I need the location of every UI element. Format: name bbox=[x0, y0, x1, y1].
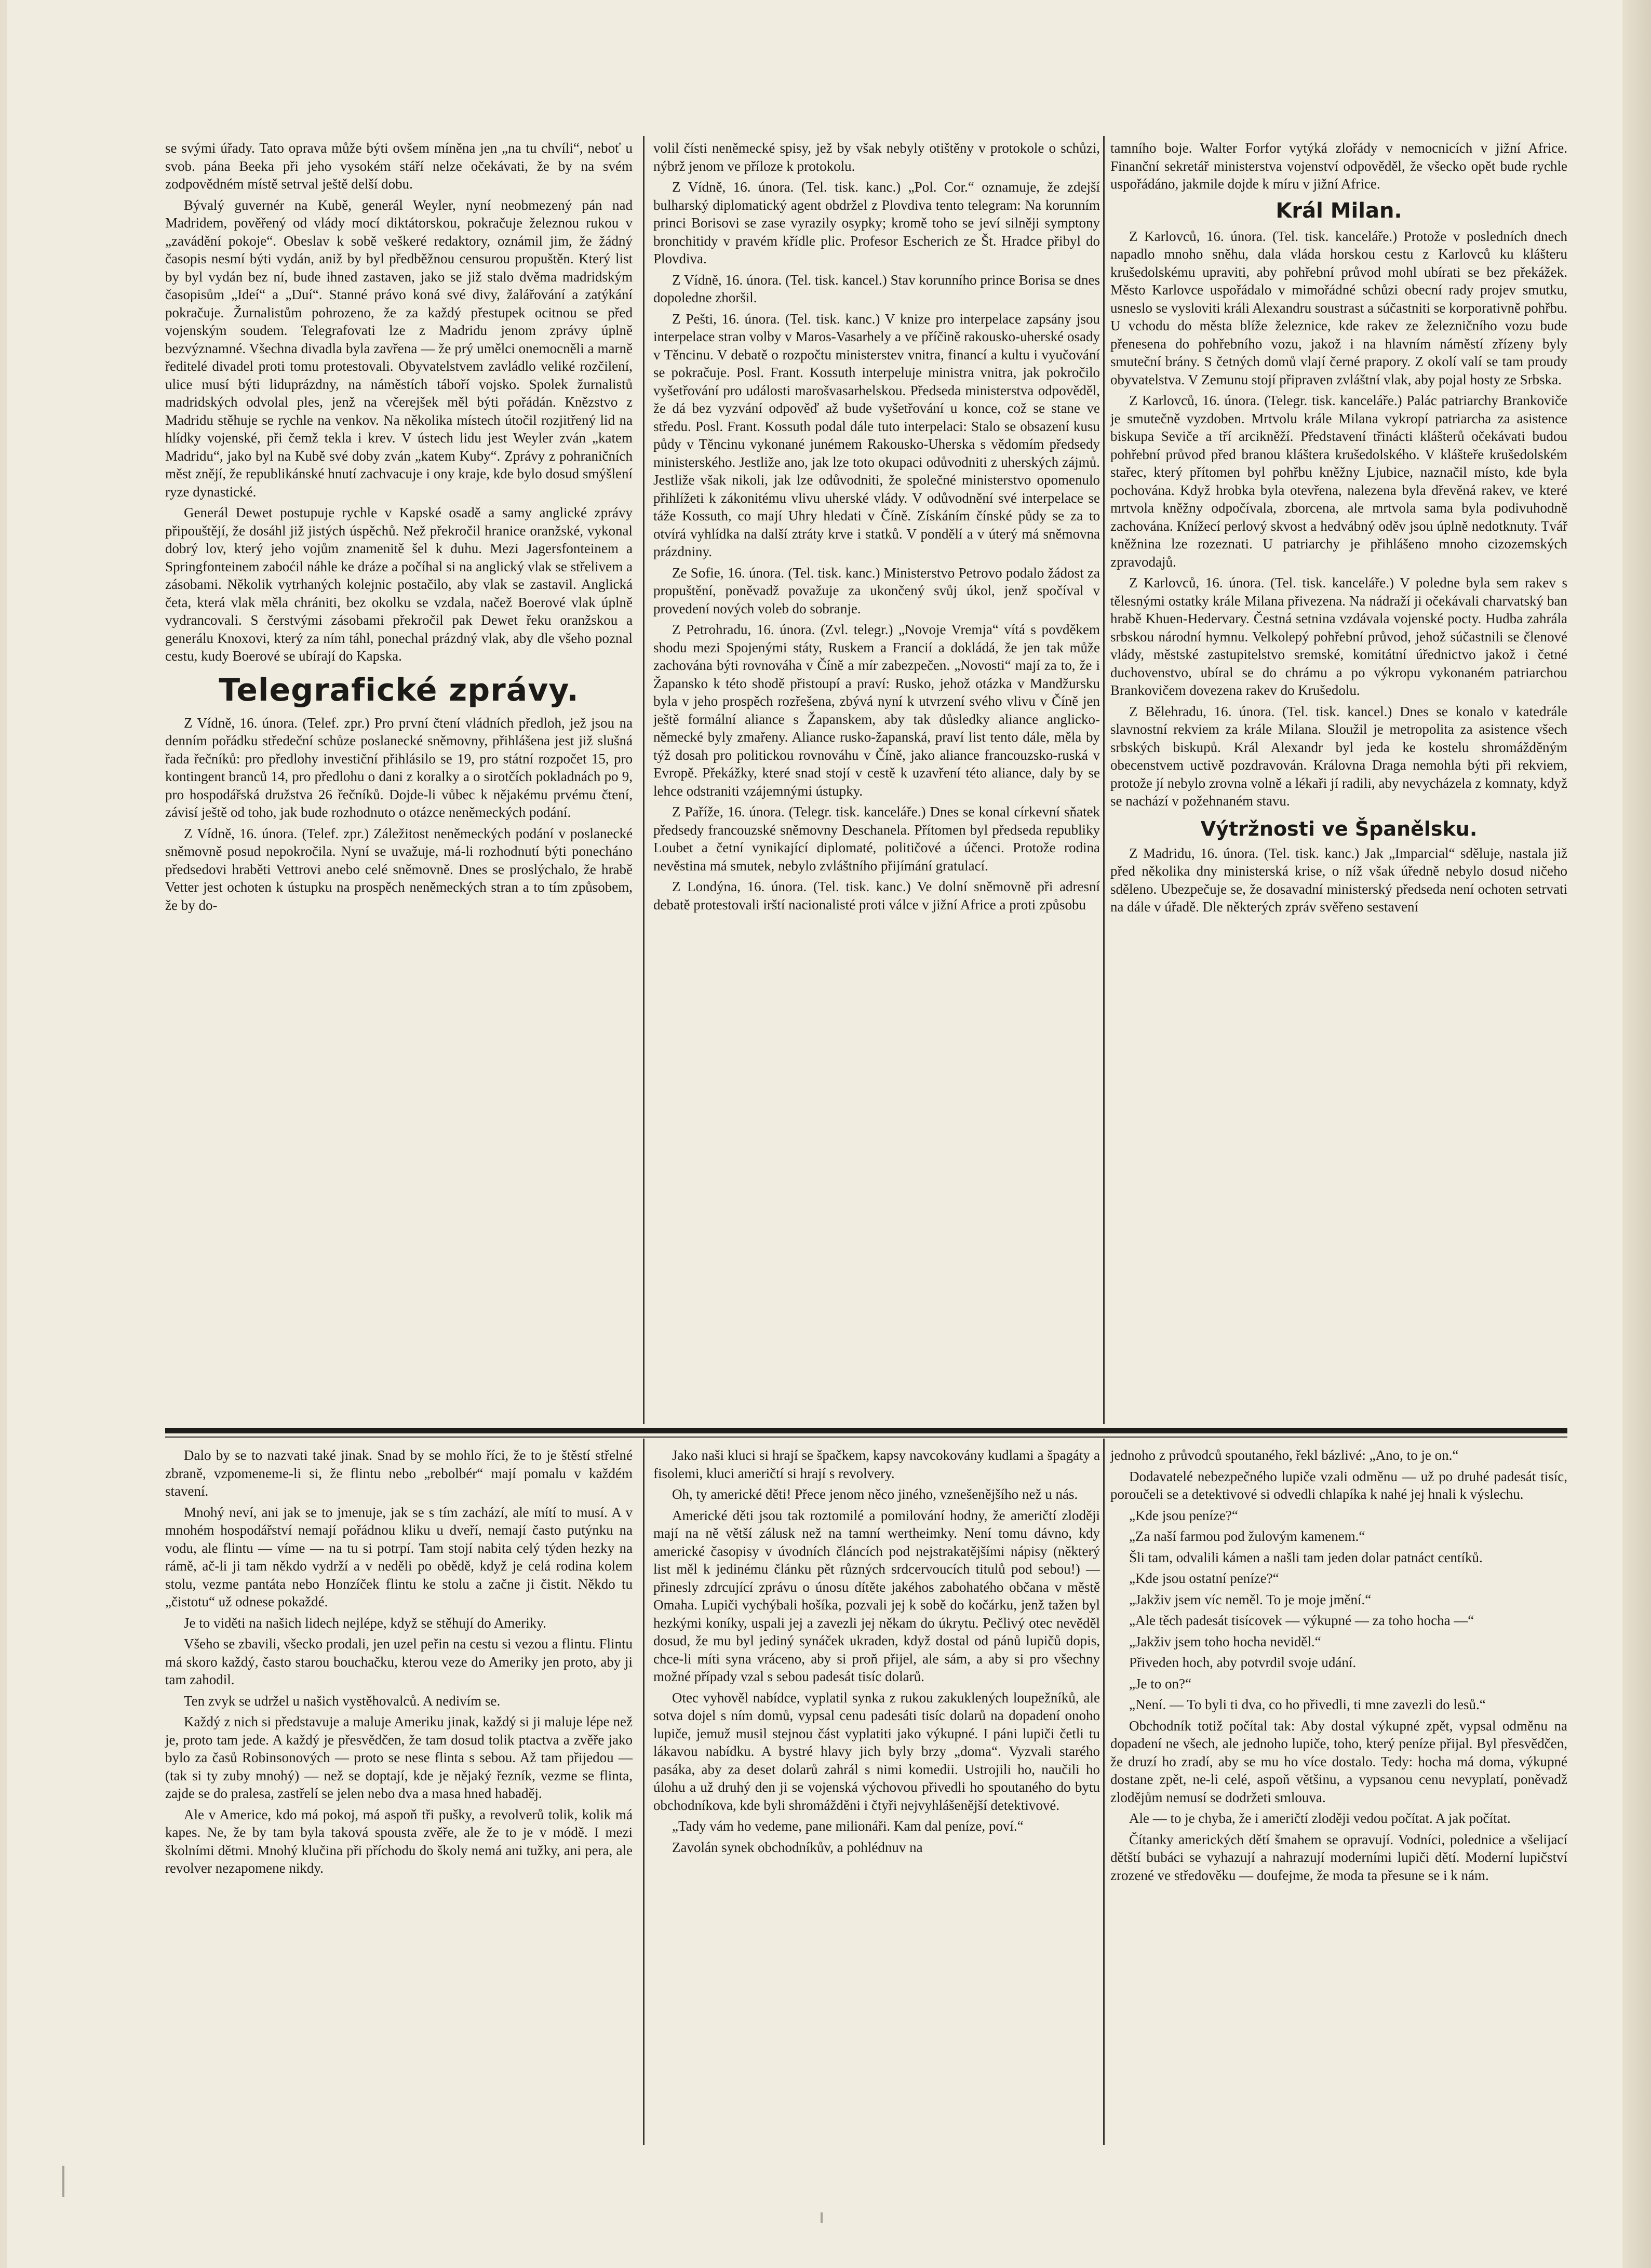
column-divider-2-lower bbox=[1103, 1439, 1105, 2145]
paragraph: Přiveden hoch, aby potvrdil svoje udání. bbox=[1129, 1655, 1357, 1670]
paragraph: Americké děti jsou tak roztomilé a pomilování hodny, že američtí zloději mají na ně větší zálusk než na tamní wertheimky. Není tomu dávno, kdy americké časopisy v úvodních článcích pod nejstrakatějšími nápisy (některý list měl k jedinému článku pět různých srdcervoucích titulů pod sebou!) — přinesly zdrcující zprávu o únosu dítěte jakéhos zabohatého občana v městě Omaha. Lupiči vychýbali hošíka, pozvali jej k sobě do kočárku, jenž tažen byl hezkými koníky, uspali jej a zavezli jej někam do úkrytu. Pečlivý otec nevěděl dosud, že mu byl jediný synáček ukraden, když dostal od pánů lupičů dopis, chce-li míti syna vráceno, aby si proň přijel, ale sám, a aby si pro všechny možné případy vzal s sebou padesát tisíc dolarů. bbox=[653, 1507, 1100, 1684]
paragraph: Ale — to je chyba, že i američtí zloději vedou počítat. A jak počítat. bbox=[1129, 1810, 1511, 1826]
paragraph: Čítanky amerických dětí šmahem se opravují. Vodníci, polednice a všelijací dětští bubáci se vyhazují a nahrazují moderními lupiči dětí. Moderní lupičství zrozené ve středověku — doufejme, že moda ta přesune se i k nám. bbox=[1110, 1831, 1567, 1883]
paragraph: Z Bělehradu, 16. února. (Tel. tisk. kancel.) Dnes se konalo v katedrále slavnostní rekviem za krále Milana. Sloužil je metropolita za asistence všech srbských biskupů. Král Alexandr byl jeda ke kostelu shromážděným obecenstvem uctivě pozdravován. Královna Draga nemohla býti při rekviem, protože jí nebylo zrovna volně a lékaři jí radili, aby nevycházela z komnaty, když se nachází v požehnaném stavu. bbox=[1110, 703, 1567, 809]
paragraph: „Ale těch padesát tisícovek — výkupné — za toho hocha —“ bbox=[1129, 1613, 1474, 1628]
paragraph: Z Karlovců, 16. února. (Tel. tisk. kanceláře.) V poledne byla sem rakev s tělesnými ostatky krále Milana přivezena. Na nádraží ji očekávali charvatský ban hrabě Khuen-Hedervary. Čestná setnina vzdávala vojenské pocty. Hudba zahrála srbskou národní hymnu. Velkolepý pohřební průvod, jehož súčastnili se členové vlády, městské zastupitelstvo sremské, komitátní úřednictvo jakož i četné duchovenstvo, ubíral se do chrámu a po výkropu vykonaném patriarchou Brankovičem dovezena rakev do Krušedolu. bbox=[1110, 575, 1567, 698]
column-1-upper bbox=[165, 139, 633, 917]
paragraph: „Za naší farmou pod žulovým kamenem.“ bbox=[1129, 1528, 1365, 1544]
heading-vytrznosti-ve-spanelsku: Výtržnosti ve Španělsku. bbox=[1200, 817, 1478, 840]
paragraph: Ale v Americe, kdo má pokoj, má aspoň tři pušky, a revolverů tolik, kolik má kapes. Ne, že by tam byla taková spousta zvěře, ale že to je v módě. I mezi školními dětmi. Mnohý klučina při příchodu do školy nemá ani tužky, ani pera, ale revolver nezapomene nikdy. bbox=[165, 1806, 633, 1876]
paragraph: Z Karlovců, 16. února. (Telegr. tisk. kanceláře.) Palác patriarchy Brankoviče je smutečně vyzdoben. Mrtvolu krále Milana vykropí patriarcha za asistence biskupa Seviče a tří arcikněží. Představení třinácti klášterů očekávati budou pohřební průvod před branou kláštera krušedolského. V klášteře krušedolském stařec, který přítomen byl pohřbu kněžny Ljubice, naznačil místo, kde byla pochována. Když hrobka byla otevřena, nalezena byla dřevěná rakev, ve které mrtvola kněžny odpočívala, zborcena, ale mrtvola sama byla podivuhodně zachována. Knížecí perlový skvost a hedvábný oděv jsou úplně nedotknuty. Tvář kněžnina lze rozeznati. U patriarchy je přihlášeno mnoho cizozemských zpravodajů. bbox=[1110, 393, 1567, 570]
paragraph: „Není. — To byli ti dva, co ho přivedli, ti mne zavezli do lesů.“ bbox=[1129, 1697, 1486, 1712]
paragraph: „Je to on?“ bbox=[1129, 1675, 1191, 1692]
paragraph: Generál Dewet postupuje rychle v Kapské osadě a samy anglické zprávy připouštějí, že dosáhl již jistých úspěchů. Než překročil hranice oranžské, vykonal dobrý lov, který jeho vojům znamenitě šel k duhu. Mezi Jagersfonteinem a Springfonteinem zaboćil náhle ke dráze a počíhal si na anglický vlak se střelivem a zásobami. Několik vytrhaných kolejnic postačilo, aby vlak se zastavil. Anglická četa, která vlak měla chrániti, bez okolku se vzdala, načež Boerové vlak úplně vydrancovali. S čerstvými zásobami překročil pak Dewet řeku oranžskou a generálu Knoxovi, který za ním táhl, ponechal prázdný vlak, aby dle všeho poznal cestu, kudy Boerové se ubírají do Kapska. bbox=[165, 505, 633, 664]
scan-right-edge bbox=[1622, 0, 1651, 2268]
paragraph: „Tady vám ho vedeme, pane milionáři. Kam dal peníze, poví.“ bbox=[672, 1818, 1024, 1834]
column-3-lower bbox=[1110, 1446, 1567, 1887]
paragraph: Všeho se zbavili, všecko prodali, jen uzel peřin na cestu si vezou a flintu. Flintu má skoro každý, často starou bouchačku, kterou veze do Ameriky jen proto, aby ji tam zahodil. bbox=[165, 1636, 633, 1687]
heading-telegraficke-zpravy: Telegrafické zprávy. bbox=[219, 672, 579, 708]
column-divider-1-upper bbox=[643, 136, 645, 1424]
paragraph: Mnohý neví, ani jak se to jmenuje, jak se s tím zachází, ale mítí to musí. A v mnohém hospodářství nemají pořádnou kliku u dveří, nemají často putýnku na vodu, ale flintu — víme — na tu si potrpí. Tam stojí nabita celý týden hezky na rámě, ač-li ji tam někdo vydrží a v neděli po obědě, když je celá rodina kolem stolu, vezme pantáta nebo Honzíček flintu ke stolu a začne ji čistit. Někdo tu „čistotu“ už odnese pokaždé. bbox=[165, 1504, 633, 1609]
paragraph: Z Vídně, 16. února. (Tel. tisk. kanc.) „Pol. Cor.“ oznamuje, že zdejší bulharský diplomatický agent obdržel z Plovdiva tento telegram: Na korunním princi Borisovi se zase vyrazily osypky; kromě toho se jeví silněji symptony bronchitidy v pravém křídle plic. Profesor Escherich ze Št. Hradce přibyl do Plovdiva. bbox=[653, 179, 1100, 266]
paragraph: Z Paříže, 16. února. (Telegr. tisk. kanceláře.) Dnes se konal církevní sňatek předsedy francouzské sněmovny Deschanela. Přítomen byl předseda republiky Loubet a četní vynikající diplomaté, političové a účenci. Protože rodina nevěstina má smutek, nebylo zvláštního přijímání gratulací. bbox=[653, 804, 1100, 874]
paragraph: Zavolán synek obchodníkův, a pohlédnuv na bbox=[672, 1839, 923, 1855]
paragraph: Z Petrohradu, 16. února. (Zvl. telegr.) „Novoje Vremja“ vítá s povděkem shodu mezi Spojenými státy, Ruskem a Francií a dokládá, že jen tak může zachována býti rovnováha v Číně a mír zabezpečen. „Novosti“ mají za to, že i Žapansko k této shodě přistoupí a praví: Rusko, jehož otázka v Mandžursku byla v jeho prospěch rozřešena, zbývá nyní k utvrzení svého vlivu v Číně jen ještě formální aliance s Žapanskem, aby tak důsledky aliance anglicko-německé byly zmařeny. Aliance rusko-žapanská, praví list tento dále, měla by týž dosah pro politickou rovnováhu v Číně, jako aliance francouzsko-ruská v Evropě. Překážky, které snad stojí v cestě k uzavření této aliance, daly by se lehce odstraniti vzájemnými ústupky. bbox=[653, 622, 1100, 799]
paragraph: Obchodník totiž počítal tak: Aby dostal výkupné zpět, vypsal odměnu na dopadení ne všech, ale jednoho lupiče, toho, který peníze přijal. Byl přesvědčen, že druzí ho zradí, aby se mu ho více dostalo. Tedy: hocha má doma, výkupné dostane zpět, ne-li celé, aspoň většinu, a vypsanou cenu nevyplatí, poněvadž zlodějům nemusí se dodržeti smlouva. bbox=[1110, 1717, 1567, 1805]
paragraph: Jako naši kluci si hrají se špačkem, kapsy navcokovány kudlami a špagáty a fisolemi, kluci američtí si hrají s revolvery. bbox=[653, 1447, 1100, 1481]
scan-speck bbox=[821, 2212, 823, 2223]
paragraph: se svými úřady. Tato oprava může býti ovšem míněna jen „na tu chvíli“, neboť u svob. pána Beeka při jeho vysokém stáří nelze očekávati, že by na svém zodpovědném místě setrval ještě delší dobu. bbox=[165, 140, 633, 192]
paragraph: Z Vídně, 16. února. (Telef. zpr.) Pro první čtení vládních předloh, jež jsou na denním pořádku středeční schůze poslanecké sněmovny, přihlášena jest již slušná řada řečníků: pro předlohy investiční přihlásilo se 19, pro státní rozpočet 15, pro kontingent branců 14, pro předlohu o dani z koralky a o sirotčích pokladnách po 9, pro hospodářská družstva 26 řečníků. Dojde-li vůbec k nějakému prvému čtení, závisí ještě od toho, jak bude rozhodnuto o otázce neněmeckých podání. bbox=[165, 715, 633, 820]
paragraph: „Kde jsou ostatní peníze?“ bbox=[1129, 1571, 1279, 1586]
paragraph: Ten zvyk se udržel u našich vystěhovalců. A nedivím se. bbox=[184, 1693, 501, 1709]
paragraph: Z Karlovců, 16. února. (Tel. tisk. kanceláře.) Protože v posledních dnech napadlo mnoho sněhu, dala vláda horskou cestu z Karlovců ku klášteru krušedolskému upraviti, aby pohřební průvod mohl ubírati se bez překážek. Město Karlovce uspořádalo v mimořádné schůzi obecní rady projev smutku, usneslo se vysloviti králi Alexandru soustrast a súčastniti se korporativně pohřbu. U vchodu do města blíže železnice, kde rakev ze železničního vozu bude přenesena do pohřebního vozu, jakož i na hlavním náměstí zřízeny byly smuteční brány. S četných domů vlají černé prapory. Z okolí valí se tam proudy obyvatelstva. V Zemunu stojí připraven zvláštní vlak, aby pojal hosty ze Srbska. bbox=[1110, 228, 1567, 387]
paragraph: jednoho z průvodců spoutaného, řekl bázlivé: „Ano, to je on.“ bbox=[1110, 1447, 1459, 1463]
paragraph: tamního boje. Walter Forfor vytýká zlořády v nemocnicích v jižní Africe. Finanční sekretář ministerstva vojenství odpověděl, že všecko opět bude rychle uspořádáno, jakmile dojde k míru v jižní Africe. bbox=[1110, 140, 1567, 192]
scan-speck bbox=[62, 2166, 64, 2197]
paragraph: „Jakživ jsem víc neměl. To je moje jmění.“ bbox=[1129, 1591, 1372, 1607]
paragraph: Každý z nich si představuje a maluje Ameriku jinak, každý si ji maluje lépe než je, proto tam jede. A každý je přesvědčen, že tam dosud tolik ptactva a zvěře jako bylo za časů Robinsonových — proto se nese flinta s sebou. Až tam přijedou — (tak si ty zuby mnohý) — než se doptají, kde je nějaký řezník, vezme se flinta, zajde se do pralesa, zastřelí se jelen nebo dva a masa hned habaděj. bbox=[165, 1714, 633, 1801]
feuilleton-separator-thin-rule bbox=[165, 1437, 1567, 1438]
column-divider-2-upper bbox=[1103, 136, 1105, 1424]
paragraph: Z Madridu, 16. února. (Tel. tisk. kanc.) Jak „Imparcial“ sděluje, nastala již před několika dny ministerská krise, o níž však úředně nebylo dosud ničeho sděleno. Ubezpečuje se, že dosavadní ministerský předseda není ochoten setrvati na dále v úřadě. Dle některých zpráv svěřeno sestavení bbox=[1110, 845, 1567, 915]
column-2-upper bbox=[653, 139, 1100, 917]
paragraph: Ze Sofie, 16. února. (Tel. tisk. kanc.) Ministerstvo Petrovo podalo žádost za propuštění, poněvadž považuje za ukončený svůj úkol, jenž spočíval v provedení nových voleb do sobranje. bbox=[653, 565, 1100, 616]
scan-left-edge bbox=[0, 0, 7, 2268]
paragraph: Bývalý guvernér na Kubě, generál Weyler, nyní neobmezený pán nad Madridem, pověřený od vlády mocí diktátorskou, pokračuje železnou rukou v „zavádění pokoje“. Obeslav k sobě veškeré redaktory, oznámil jim, že žádný časopis nesmí býti vydán, aniž by byl předběžnou censurou propuštěn. Který list by byl vydán bez ní, bude ihned zastaven, jako se již stalo dvěma madridským časopisům „Ideí“ a „Duí“. Stanné právo koná své divy, žalářování a zatýkání pokračuje. Žurnalistům pohrozeno, že za každý přestupek ocitnou se před vojenským soudem. Telegrafovati lze z Madridu jenom zprávy úplně bezvýznamné. Všechna divadla byla zavřena — že prý umělci onemocněli a marně ředitelé divadel proti tomu protestovali. Obyvatelstvem zavládlo veliké rozčilení, ulice musí býti liduprázdny, na náměstích táboří vojsko. Spolek žurnalistů madridských odvolal ples, jenž na včerejšek měl býti pořádán. Knězstvo z Madridu stěhuje se rychle na venkov. Na několika místech útočil rozjitřený lid na hlídky vojenské, při čemž tekla i krev. V ústech lidu jest Weyler zván „katem Madridu“, jako byl na Kubě své doby zván „katem Kuby“. Zprávy z pohraničních měst znějí, že republikánské hnutí zachvacuje i ony kraje, kde bylo dosud smýšlení ryze dynastické. bbox=[165, 197, 633, 500]
column-1-lower bbox=[165, 1446, 633, 1881]
paragraph: Šli tam, odvalili kámen a našli tam jeden dolar patnáct centíků. bbox=[1129, 1549, 1483, 1565]
paragraph: „Jakživ jsem toho hocha neviděl.“ bbox=[1129, 1633, 1321, 1649]
paragraph: Z Londýna, 16. února. (Tel. tisk. kanc.) Ve dolní sněmovně při adresní debatě protestovali irští nacionalisté proti válce v jižní Africe a proti způsobu bbox=[653, 879, 1100, 912]
paragraph: Z Vídně, 16. února. (Tel. tisk. kancel.) Stav korunního prince Borisa se dnes dopoledne zhoršil. bbox=[653, 272, 1100, 305]
column-2-lower bbox=[653, 1446, 1100, 1859]
heading-kral-milan: Král Milan. bbox=[1276, 198, 1402, 223]
paragraph: „Kde jsou peníze?“ bbox=[1129, 1507, 1238, 1523]
paragraph: volil čísti neněmecké spisy, jež by však nebyly otištěny v protokole o schůzi, nýbrž jenom ve přílozе k protokolu. bbox=[653, 140, 1100, 174]
column-3-upper bbox=[1110, 139, 1567, 919]
paragraph: Otec vyhověl nabídce, vyplatil synka z rukou zakuklených loupežníků, ale sotva dojel s ním domů, vypsal cenu padesáti tisíc dolarů na dopadení onoho lupiče, jemuž musil stejnou část vyplatiti jako výkupné. I páni lupiči četli tu lákavou nabídku. A bystré hlavy jich byly brzy „doma“. Vyzvali starého pasáka, aby za deset dolarů zahrál s nimi komedii. Ustrojili ho, naučili ho úlohu a už druhý den ji se vojenská výchovou přivedli ho spoutaného do bytu obchodníkova, kde byli shromážděni i čtyři nejvyhlášenější detektivové. bbox=[653, 1689, 1100, 1813]
column-divider-1-lower bbox=[643, 1439, 645, 2145]
paragraph: Dodavatelé nebezpečného lupiče vzali odměnu — už po druhé padesát tisíc, poroučeli se a detektivové si odvedli chlapíka k nahé jej hnali k výslechu. bbox=[1110, 1468, 1567, 1502]
paragraph: Je to viděti na našich lidech nejlépe, když se stěhují do Ameriky. bbox=[184, 1615, 546, 1631]
paragraph: Z Pešti, 16. února. (Tel. tisk. kanc.) V knize pro interpelace zapsány jsou interpelace stran volby v Maros-Vasarhely a ve příčině rakousko-uherské osady v Těncinu. V debatě o rozpočtu ministerstev vnitra, financí a kultu i vyučování se pokračuje. Posl. Frant. Kossuth interpeluje ministra vnitra, jak pokročilo vyšetřování pro události marošvasarhelskou. Předseda ministerstva odpověděl, že dá bez vyzvání odpověď až bude vyšetřování u konce, což se stane ve středu. Posl. Frant. Kossuth podal dále tuto interpelaci: Stalo se obsazení kusu půdy v Těncinu vykonané junémem Rakousko-Uherska s vědomím předsedy ministerského. Jestliže ano, jak lze toto okupaci odůvodniti z uherských zájmů. Jestliže však nikoli, jak lze odůvodniti, že společné ministerstvo opomenulo přihlížeti k zákonitému vlivu uherské vlády. V odůvodnění své interpelace se táže Kossuth, co mají Uhry hledati v Číně. Získáním čínské půdy se za to otvírá vyhlídka na další ztráty krve i statků. V pondělí a v úterý má sněmovna prázdniny. bbox=[653, 311, 1100, 559]
paragraph: Oh, ty americké děti! Přece jenom něco jiného, vznešenějšího než u nás. bbox=[672, 1486, 1078, 1502]
paragraph: Dalo by se to nazvati také jinak. Snad by se mohlo říci, že to je štěstí střelné zbraně, vzpomeneme-li si, že flintu nebo „rebolbér“ mají pomalu v každém stavení. bbox=[165, 1447, 633, 1499]
paragraph: Z Vídně, 16. února. (Telef. zpr.) Záležitost neněmeckých podání v poslanecké sněmovně posud nepokročila. Nyní se uvažuje, má-li rozhodnutí býti ponecháno předsedovi hraběti Vettrovi anebo celé sněmovně. Dnes se proslýchalo, že hrabě Vetter jest ochoten k ústupku na prospěch neněmeckých stran a to tím způsobem, že by do- bbox=[165, 825, 633, 913]
feuilleton-separator-rule bbox=[165, 1428, 1567, 1433]
